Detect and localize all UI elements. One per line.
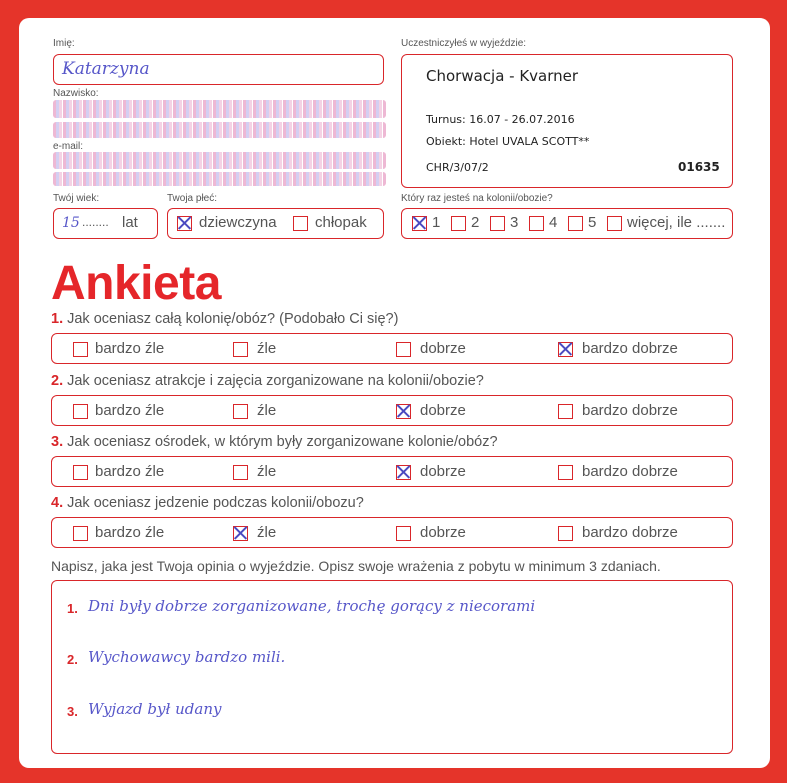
q1-option-bardzo-dobrze: bardzo dobrze [582, 340, 678, 357]
obiekt: Obiekt: Hotel UVALA SCOTT** [426, 135, 590, 148]
opinion-prompt: Napisz, jaka jest Twoja opinia o wyjeździe. Opisz swoje wrażenia z pobytu w minimum 3 zdaniach. [51, 558, 661, 574]
answer-2-num: 2. [67, 652, 78, 667]
opinion-textarea[interactable] [51, 580, 733, 754]
answer-1-text: Dni były dobrze zorganizowane, trochę gorący z niecorami [88, 597, 536, 615]
surname-redacted-2 [53, 122, 386, 138]
gender-checkbox-girl[interactable] [177, 216, 192, 231]
q3-checkbox-dobrze[interactable] [396, 465, 411, 480]
q4-option-bardzo-zle: bardzo źle [95, 524, 165, 541]
email-redacted-2 [53, 172, 386, 186]
q1-option-bardzo-zle: bardzo źle [95, 340, 165, 357]
q2-checkbox-zle[interactable] [233, 404, 248, 419]
camp-label: Uczestniczyłeś w wyjeździe: [401, 38, 527, 49]
question-3 [51, 434, 498, 450]
q1-checkbox-bardzo-dobrze[interactable] [558, 342, 573, 357]
question-2-options [51, 395, 733, 426]
name-label: Imię: [53, 38, 75, 49]
question-3-text: Jak oceniasz ośrodek, w którym były zorganizowane kolonie/obóz? [63, 434, 498, 450]
q2-option-dobrze: dobrze [420, 402, 466, 419]
q1-option-dobrze: dobrze [420, 340, 466, 357]
age-dots: ........ [82, 215, 109, 229]
q4-checkbox-bardzo-zle[interactable] [73, 526, 88, 541]
camp-code: CHR/3/07/2 [426, 161, 489, 174]
age-unit: lat [122, 214, 138, 231]
question-2 [51, 373, 484, 389]
age-field[interactable] [53, 208, 158, 239]
turnus: Turnus: 16.07 - 26.07.2016 [426, 113, 575, 126]
times-option-more: więcej, ile ....... [627, 214, 726, 231]
q3-option-bardzo-dobrze: bardzo dobrze [582, 463, 678, 480]
email-redacted [53, 152, 386, 169]
question-4-text: Jak oceniasz jedzenie podczas kolonii/obozu? [63, 495, 364, 511]
q2-option-bardzo-dobrze: bardzo dobrze [582, 402, 678, 419]
page-title: Ankieta [51, 257, 221, 310]
q2-checkbox-dobrze[interactable] [396, 404, 411, 419]
name-value: Katarzyna [62, 59, 150, 79]
gender-checkbox-boy[interactable] [293, 216, 308, 231]
question-3-options [51, 456, 733, 487]
q4-checkbox-dobrze[interactable] [396, 526, 411, 541]
times-label: Który raz jesteś na kolonii/obozie? [401, 193, 553, 204]
q1-option-zle: źle [257, 340, 277, 357]
question-1-text: Jak oceniasz całą kolonię/obóz? (Podobało Ci się?) [63, 311, 399, 327]
gender-field [167, 208, 384, 239]
q3-option-bardzo-zle: bardzo źle [95, 463, 165, 480]
q3-checkbox-zle[interactable] [233, 465, 248, 480]
times-checkbox-5[interactable] [568, 216, 583, 231]
gender-option-girl: dziewczyna [199, 214, 277, 231]
q3-option-zle: źle [257, 463, 277, 480]
times-checkbox-1[interactable] [412, 216, 427, 231]
q2-checkbox-bardzo-zle[interactable] [73, 404, 88, 419]
q4-checkbox-zle[interactable] [233, 526, 248, 541]
surname-label: Nazwisko: [53, 88, 99, 99]
times-option-4: 4 [549, 214, 558, 231]
email-label: e-mail: [53, 141, 84, 152]
answer-1-num: 1. [67, 601, 78, 616]
age-label: Twój wiek: [53, 193, 100, 204]
name-field[interactable] [53, 54, 384, 85]
camp-name: Chorwacja - Kvarner [426, 67, 579, 85]
q3-option-dobrze: dobrze [420, 463, 466, 480]
camp-info-box [401, 54, 733, 188]
question-1-options [51, 333, 733, 364]
q3-checkbox-bardzo-dobrze[interactable] [558, 465, 573, 480]
times-option-5: 5 [588, 214, 597, 231]
q3-checkbox-bardzo-zle[interactable] [73, 465, 88, 480]
times-option-3: 3 [510, 214, 519, 231]
question-4-options [51, 517, 733, 548]
question-4 [51, 495, 364, 511]
question-2-text: Jak oceniasz atrakcje i zajęcia zorganizowane na kolonii/obozie? [63, 373, 484, 389]
question-2-num: 2. [51, 373, 64, 389]
times-option-2: 2 [471, 214, 480, 231]
q2-option-bardzo-zle: bardzo źle [95, 402, 165, 419]
camp-number: 01635 [678, 160, 720, 174]
age-value: 15 [62, 215, 80, 231]
q1-checkbox-dobrze[interactable] [396, 342, 411, 357]
answer-3-num: 3. [67, 704, 78, 719]
times-option-1: 1 [432, 214, 441, 231]
question-4-num: 4. [51, 495, 64, 511]
q1-checkbox-bardzo-zle[interactable] [73, 342, 88, 357]
q4-checkbox-bardzo-dobrze[interactable] [558, 526, 573, 541]
gender-label: Twoja płeć: [167, 193, 218, 204]
times-checkbox-4[interactable] [529, 216, 544, 231]
times-checkbox-2[interactable] [451, 216, 466, 231]
question-1 [51, 311, 398, 327]
q2-option-zle: źle [257, 402, 277, 419]
q4-option-bardzo-dobrze: bardzo dobrze [582, 524, 678, 541]
q2-checkbox-bardzo-dobrze[interactable] [558, 404, 573, 419]
q4-option-zle: źle [257, 524, 277, 541]
times-checkbox-3[interactable] [490, 216, 505, 231]
surname-redacted [53, 100, 386, 118]
times-checkbox-more[interactable] [607, 216, 622, 231]
question-3-num: 3. [51, 434, 64, 450]
q4-option-dobrze: dobrze [420, 524, 466, 541]
question-1-num: 1. [51, 311, 64, 327]
survey-form [19, 18, 770, 768]
answer-2-text: Wychowawcy bardzo mili. [88, 648, 286, 666]
gender-option-boy: chłopak [315, 214, 367, 231]
answer-3-text: Wyjazd był udany [88, 700, 222, 718]
times-field [401, 208, 733, 239]
q1-checkbox-zle[interactable] [233, 342, 248, 357]
